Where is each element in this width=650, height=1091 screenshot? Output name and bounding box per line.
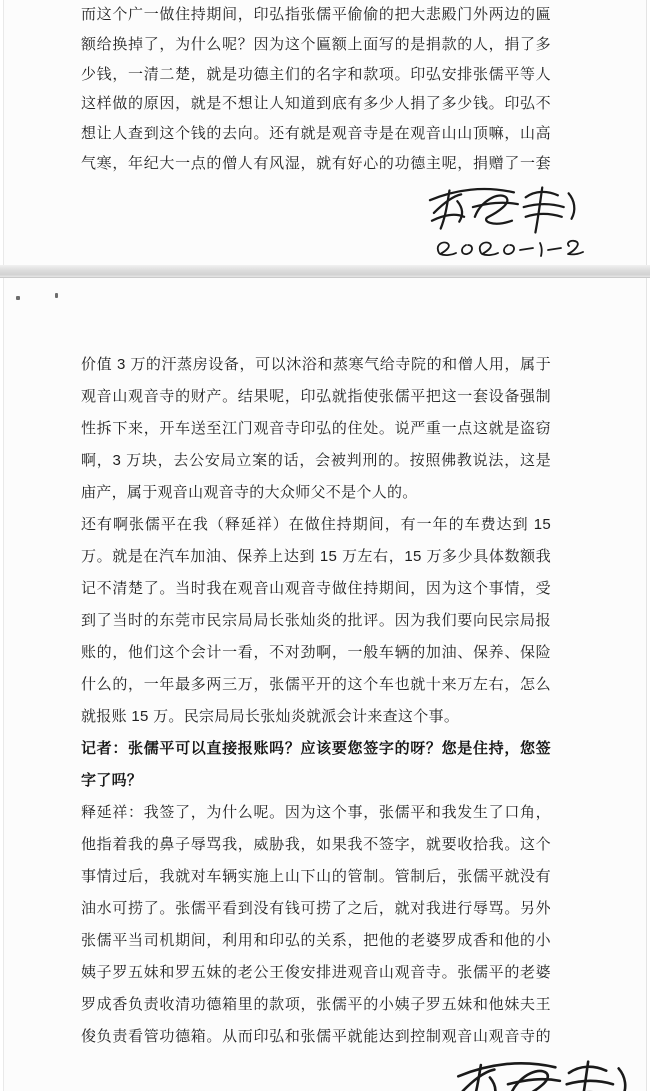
- text-line: 事情过后，我就对车辆实施上山下山的管制。管制后，张儒平就没有: [81, 868, 551, 885]
- handwritten-signature-date: [434, 238, 584, 259]
- text-line: 张儒平当司机期间，利用和印弘的关系，把他的老婆罗成香和他的小: [81, 932, 551, 949]
- text-line: 释延祥：我签了，为什么呢。因为这个事，张儒平和我发生了口角，: [81, 804, 551, 821]
- text-line: 想让人查到这个钱的去向。还有就是观音寺是在观音山山顶嘛，山高: [81, 125, 551, 143]
- text-line: 他指着我的鼻子辱骂我，威胁我，如果我不签字，就要收拾我。这个: [81, 836, 551, 853]
- text-line: 记不清楚了。当时我在观音山观音寺做住持期间，因为这个事情，受: [81, 580, 551, 597]
- text-line: 记者：张儒平可以直接报账吗？应该要您签字的呀？您是住持，您签: [81, 740, 551, 757]
- text-line: 俊负责看管功德箱。从而印弘和张儒平就能达到控制观音山观音寺的: [81, 1028, 551, 1045]
- signature-ink-icon: [456, 1057, 647, 1091]
- text-line: 额给换掉了，为什么呢？因为这个匾额上面写的是捐款的人，捐了多: [81, 35, 551, 53]
- text-line: 这样做的原因，就是不想让人知道到底有多少人捐了多少钱。印弘不: [81, 95, 551, 113]
- text-line: 气寒，年纪大一点的僧人有风湿，就有好心的功德主呢，捐赠了一套: [81, 154, 551, 172]
- text-line: 还有啊张儒平在我（释延祥）在做住持期间，有一年的车费达到 15: [81, 516, 551, 533]
- text-line: 字了吗？: [81, 772, 143, 789]
- handwritten-signature-name: [428, 183, 594, 235]
- signature-ink-icon: [428, 183, 594, 235]
- text-line: 万。就是在汽车加油、保养上达到 15 万左右，15 万多少具体数额我: [81, 548, 551, 565]
- handwritten-signature-name-bottom: [456, 1057, 647, 1091]
- text-line: 到了当时的东莞市民宗局局长张灿炎的批评。因为我们要向民宗局报: [81, 612, 551, 629]
- text-line: 价值 3 万的汗蒸房设备，可以沐浴和蒸寒气给寺院的和僧人用，属于: [81, 356, 551, 373]
- text-line: 姨子罗五妹和罗五妹的老公王俊安排进观音山观音寺。张儒平的老婆: [81, 964, 551, 981]
- text-line: 油水可捞了。张儒平看到没有钱可捞了之后，就对我进行辱骂。另外: [81, 900, 551, 917]
- text-line: 少钱，一清二楚，就是功德主们的名字和款项。印弘安排张儒平等人: [81, 65, 551, 83]
- page-separator: [0, 265, 650, 278]
- text-line: 账的，他们这个会计一看，不对劲啊，一般车辆的加油、保养、保险: [81, 644, 551, 661]
- page1-text: [81, 0, 551, 179]
- document-page-1: [3, 0, 647, 265]
- text-line: 就报账 15 万。民宗局局长张灿炎就派会计来查这个事。: [81, 708, 460, 725]
- text-line: 而这个广一做住持期间，印弘指张儒平偷偷的把大悲殿门外两边的匾: [81, 6, 551, 23]
- ink-speck: [16, 296, 20, 300]
- ink-speck: [55, 293, 58, 298]
- page2-text: [81, 349, 551, 1053]
- text-line: 庙产，属于观音山观音寺的大众师父不是个人的。: [81, 484, 418, 501]
- text-line: 罗成香负责收清功德箱里的款项，张儒平的小姨子罗五妹和他妹夫王: [81, 996, 551, 1013]
- text-line: 观音山观音寺的财产。结果呢，印弘就指使张儒平把这一套设备强制: [81, 388, 551, 405]
- text-line: 啊，3 万块，去公安局立案的话，会被判刑的。按照佛教说法，这是: [81, 452, 551, 469]
- text-line: 什么的，一年最多两三万，张儒平开的这个车也就十来万左右，怎么: [81, 676, 551, 693]
- text-line: 性拆下来，开车送至江门观音寺印弘的住处。说严重一点这就是盗窃: [81, 420, 551, 437]
- document-page-2: [3, 278, 647, 1091]
- date-ink-icon: [434, 238, 584, 259]
